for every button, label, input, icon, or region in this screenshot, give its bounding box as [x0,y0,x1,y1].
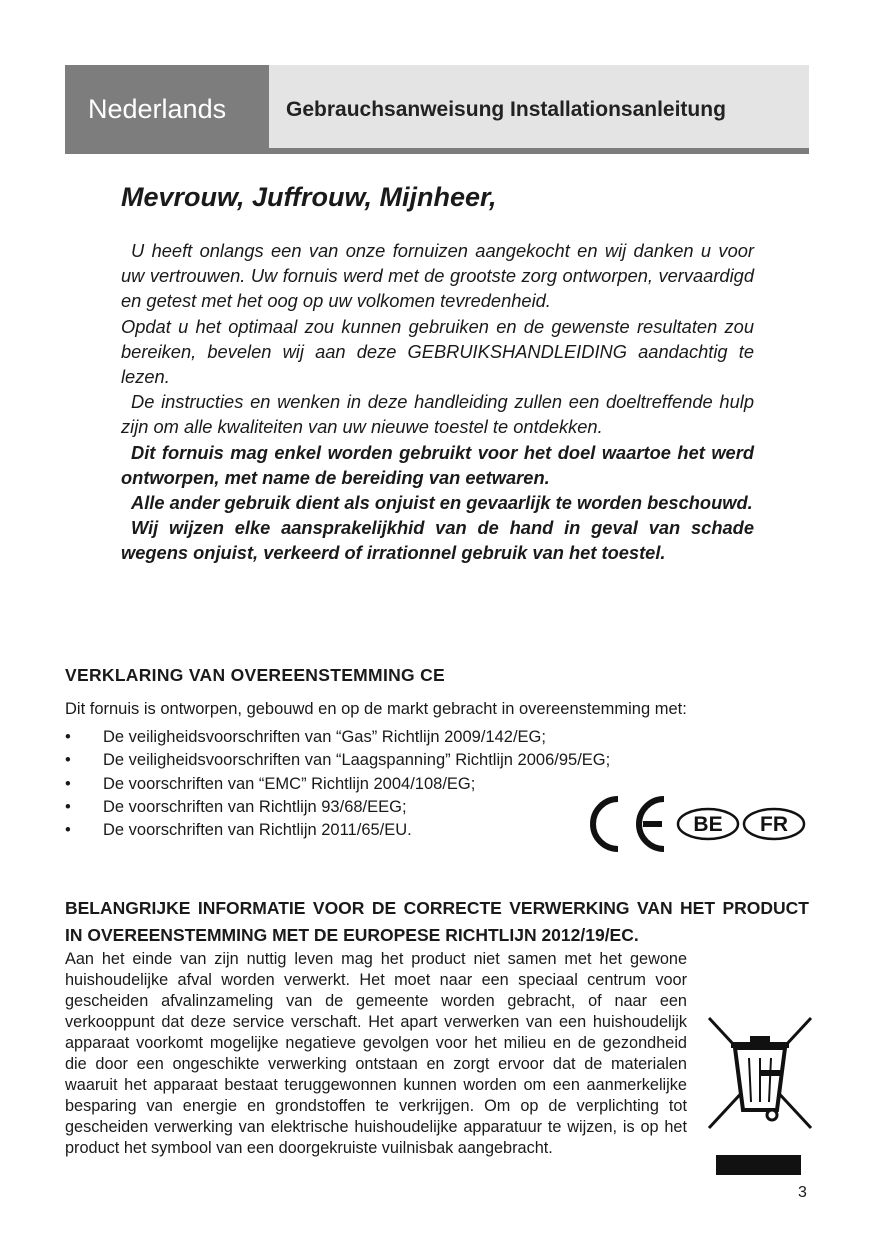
bullet: • [65,728,71,746]
bullet: • [65,821,71,840]
ce-intro: Dit fornuis is ontworpen, gebouwd en op de markt gebracht in overeenstemming met: [65,700,687,718]
list-item: • De voorschriften van Richtlijn 93/68/EEG; [65,796,610,819]
svg-text:BE: BE [693,813,723,836]
language-tab: Nederlands [65,65,269,154]
list-item: • De veiligheidsvoorschriften van “Gas” Richtlijn 2009/142/EG; [65,726,610,749]
page-number: 3 [798,1184,807,1201]
ce-directive-list [65,726,610,842]
bullet: • [65,751,71,770]
ce-marks [588,793,810,855]
bin-underline-bar [716,1155,801,1175]
list-item: • De voorschriften van Richtlijn 2011/65/EU. [65,819,610,842]
header-title: Gebrauchsanweisung Installationsanleitung [286,98,726,121]
bullet: • [65,774,71,793]
svg-text:FR: FR [760,813,788,836]
intro-paragraph: Opdat u het optimaal zou kunnen gebruiken en de gewenste resultaten zou bereiken, bevelen wij aan deze GEBRUIKSHANDLEIDING aandachtig te lezen. [121,315,754,388]
intro-paragraph: De instructies en wenken in deze handleiding zullen een doeltreffende hulp zijn om alle kwaliteiten van uw nieuwe toestel te ontdekken. [121,391,754,438]
ce-mark-icon [593,799,664,849]
intro-paragraph: U heeft onlangs een van onze fornuizen aangekocht en wij danken u voor uw vertrouwen. Uw fornuis werd met de grootste zorg ontworpen, vervaardigd en getest met het oog op uw volkomen tevredenheid. [121,240,754,312]
intro-paragraph-bold: Alle ander gebruik dient als onjuist en gevaarlijk te worden beschouwd. [131,492,753,514]
intro-text [121,238,754,566]
intro-paragraph-bold: Dit fornuis mag enkel worden gebruikt voor het doel waartoe het werd ontworpen, met name de bereiding van eetwaren. [121,441,754,488]
list-item: • De voorschriften van “EMC” Richtlijn 2004/108/EG; [65,773,610,796]
weee-heading: BELANGRIJKE INFORMATIE VOOR DE CORRECTE VERWERKING VAN HET PRODUCT IN OVEREENSTEMMING MET DE EUROPESE RICHTLIJN 2012/19/EC. [65,898,809,945]
crossed-out-bin-icon [705,1014,815,1132]
country-mark-fr [744,809,804,839]
ce-heading: VERKLARING VAN OVEREENSTEMMING CE [65,665,446,685]
bullet: • [65,797,71,816]
intro-paragraph-bold: Wij wijzen elke aansprakelijkhid van de hand in geval van schade wegens onjuist, verkeerd of irrationnel gebruik van het toestel. [121,517,754,564]
weee-body: Aan het einde van zijn nuttig leven mag het product niet samen met het gewone huishoudelijke afval worden verwerkt. Het moet naar een speciaal centrum voor gescheiden afvalinzameling van de gemeente worden gebracht, of naar een verkooppunt dat deze service verschaft. Het apart verwerken van een huishoudelijk apparaat voorkomt mogelijke negatieve gevolgen voor het milieu en de gezondheid die door een ongeschikte verwerking ontstaan en zorgt ervoor dat de materialen waaruit het apparaat bestaat teruggewonnen kunnen worden om een aanmerkelijke besparing van energie en grondstoffen te verkrijgen. Om op de verplichting tot gescheiden verwerking van elektrische huishoudelijke apparatuur te wijzen, is op het product het symbool van een doorgekruiste vuilnisbak aangebracht. [65,950,687,1157]
header-divider [65,148,809,154]
country-mark-be [678,809,738,839]
greeting: Mevrouw, Juffrouw, Mijnheer, [121,182,497,212]
page-header [65,65,809,154]
list-item: • De veiligheidsvoorschriften van “Laagspanning” Richtlijn 2006/95/EG; [65,749,610,772]
